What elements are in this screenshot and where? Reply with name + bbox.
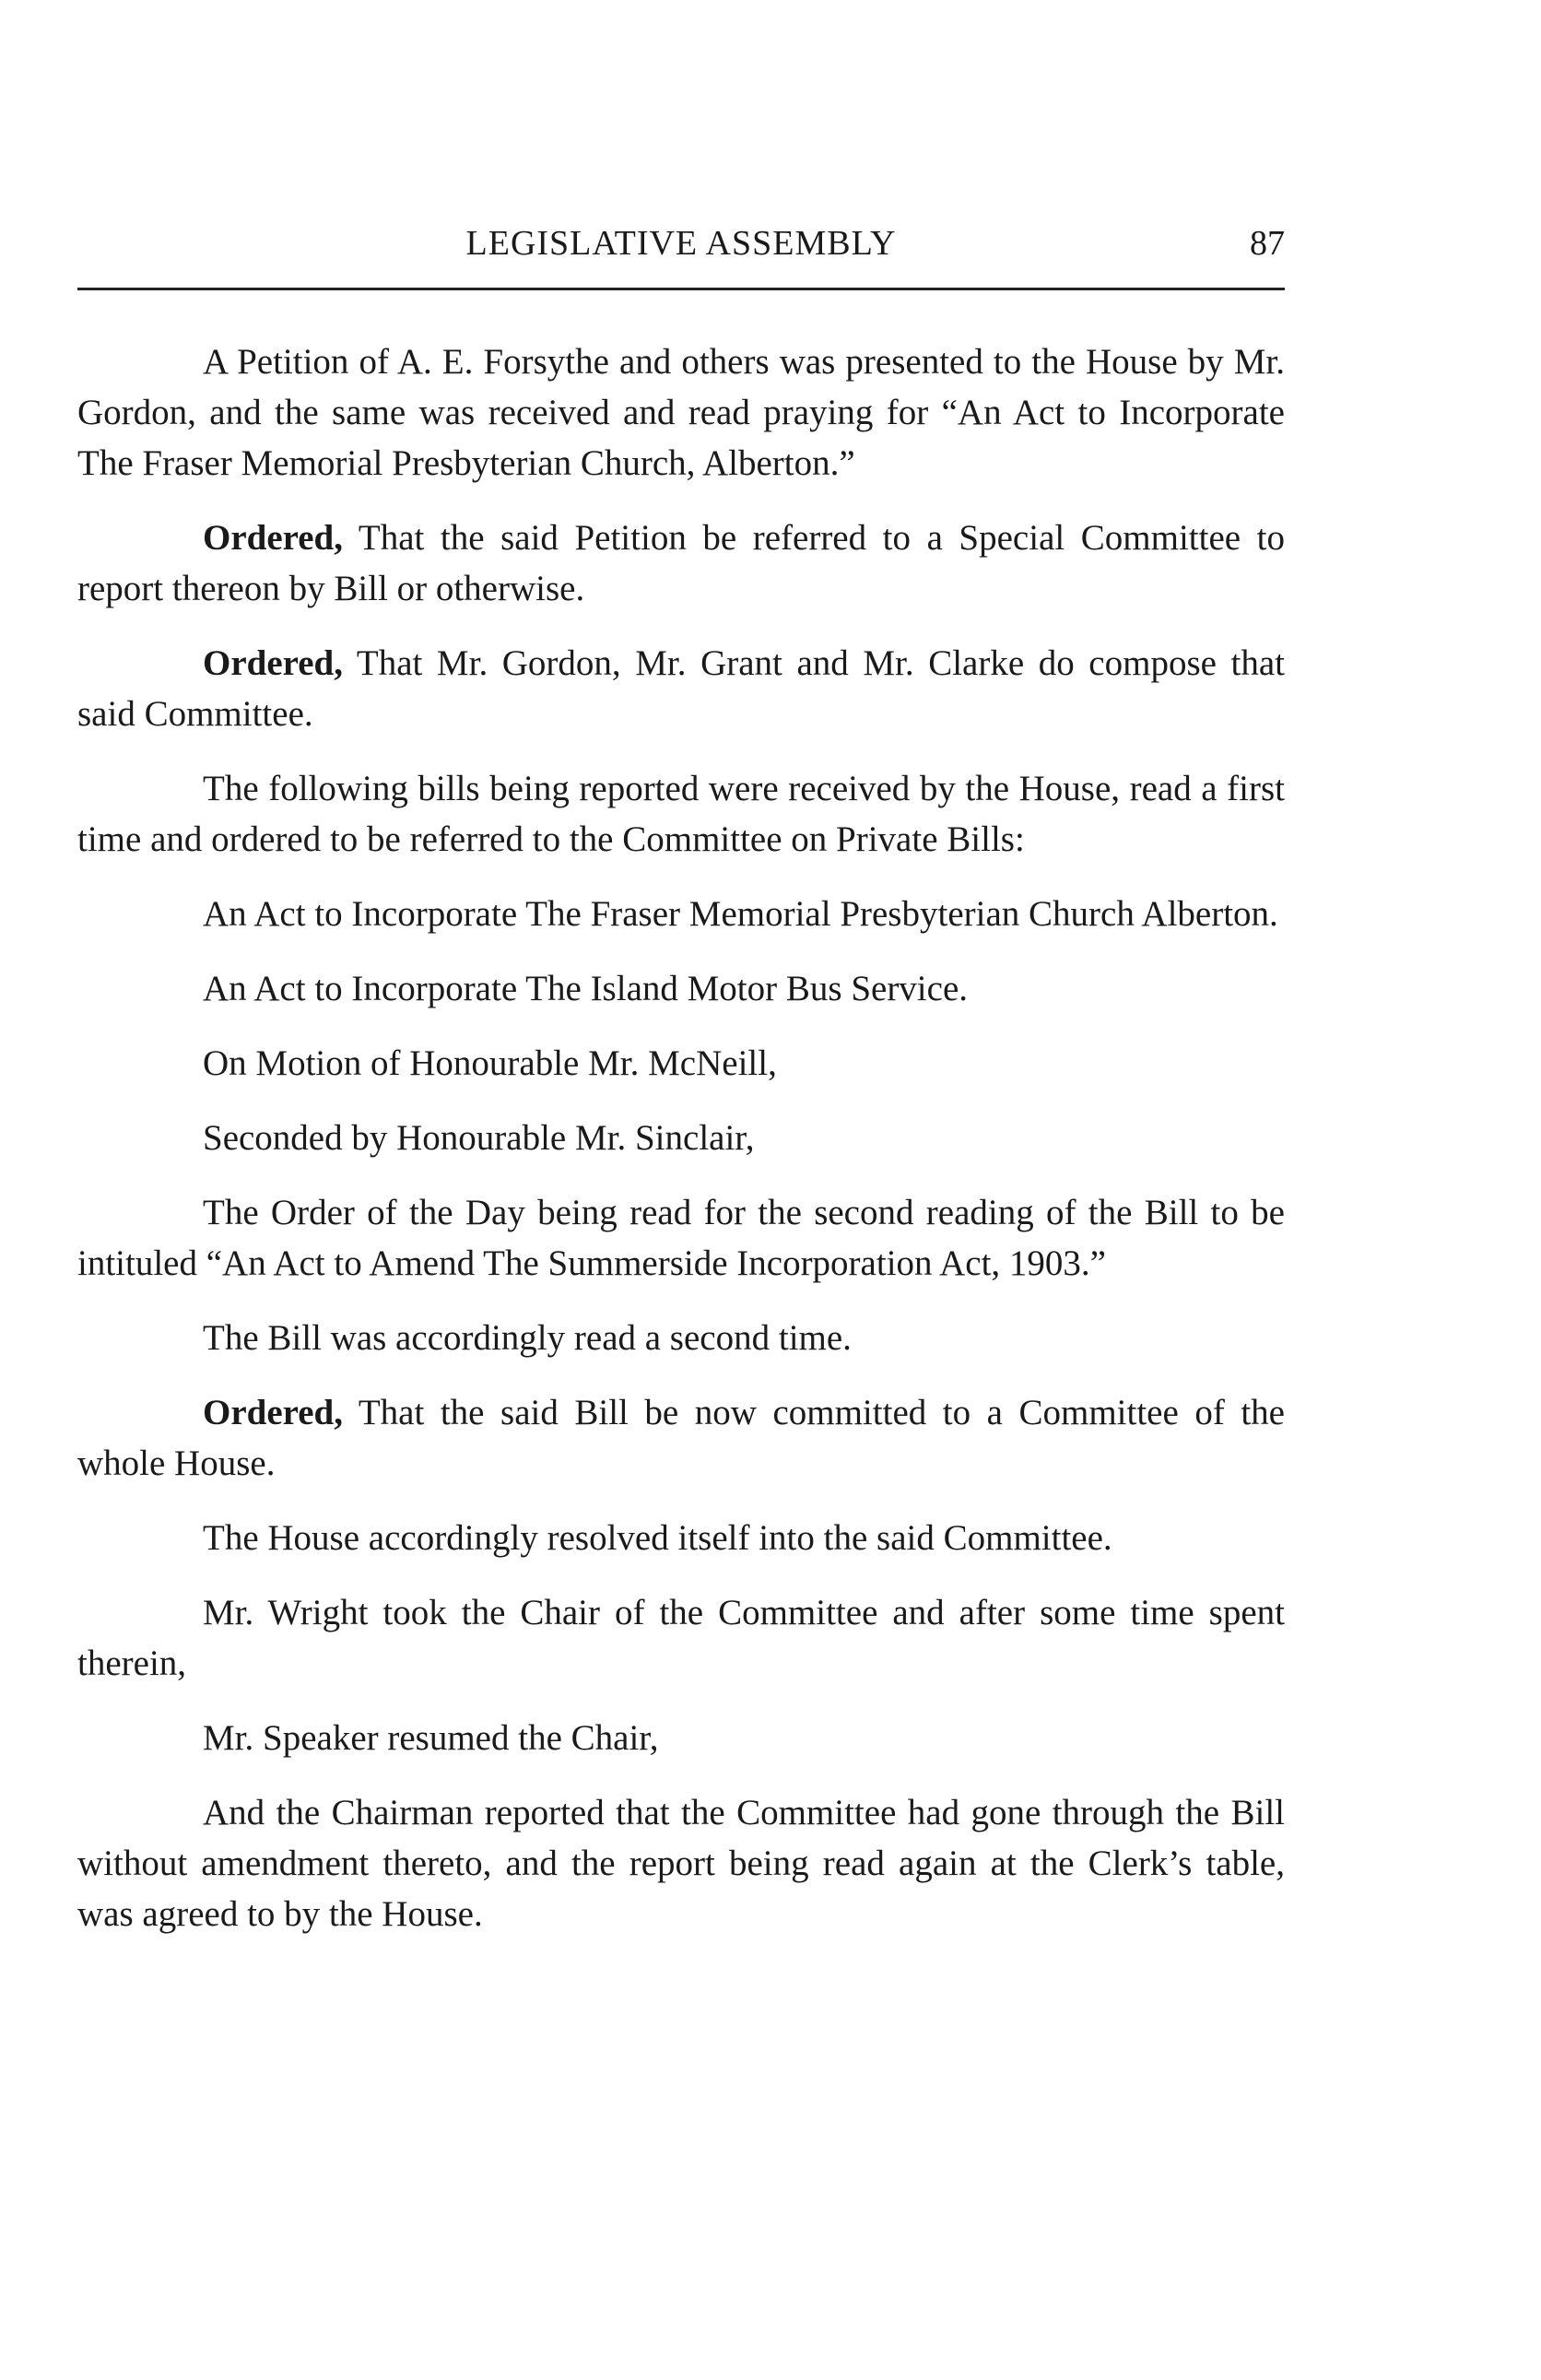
page-number: 87: [1250, 224, 1285, 263]
order-of-day-paragraph: [77, 1187, 1285, 1289]
running-header: [77, 218, 1285, 273]
paragraph-text: Seconded by Honourable Mr. Sinclair,: [203, 1118, 755, 1158]
paragraph-text: Mr. Speaker resumed the Chair,: [203, 1718, 659, 1758]
second-reading-paragraph: [77, 1313, 1285, 1363]
paragraph-text: That the said Petition be referred to a Special Committee to report thereon by Bill or otherwise.: [77, 518, 1285, 608]
order-committee-paragraph: [77, 638, 1285, 739]
paragraph-text: Mr. Wright took the Chair of the Committee and after some time spent therein,: [77, 1593, 1285, 1683]
paragraph-lead: Ordered,: [203, 1393, 344, 1432]
seconded-paragraph: [77, 1113, 1285, 1163]
paragraph-text: The following bills being reported were received by the House, read a first time and ordered to be referred to the Committee on Private Bills:: [77, 769, 1285, 859]
order-commit-paragraph: [77, 1387, 1285, 1489]
chair-paragraph: [77, 1587, 1285, 1689]
paragraph-text: The Bill was accordingly read a second time.: [203, 1318, 852, 1358]
petition-paragraph: [77, 336, 1285, 489]
journal-body: [77, 336, 1285, 1963]
paragraph-text: That the said Bill be now committed to a Committee of the whole House.: [77, 1393, 1285, 1483]
paragraph-text: And the Chairman reported that the Committee had gone through the Bill without amendment thereto, and the report being read again at the Clerk’s table, was agreed to by the House.: [77, 1793, 1285, 1934]
bill-title-paragraph: [77, 963, 1285, 1014]
paragraph-text: A Petition of A. E. Forsythe and others was presented to the House by Mr. Gordon, and the same was received and read praying for “An Act to Incorporate The Fraser Memorial Presbyterian Church, Alberton.”: [77, 342, 1285, 483]
resolved-paragraph: [77, 1513, 1285, 1563]
motion-paragraph: [77, 1038, 1285, 1089]
paragraph-text: An Act to Incorporate The Island Motor Bus Service.: [203, 969, 969, 1008]
order-refer-paragraph: [77, 513, 1285, 614]
paragraph-lead: Ordered,: [203, 643, 344, 683]
paragraph-text: That Mr. Gordon, Mr. Grant and Mr. Clarke do compose that said Committee.: [77, 643, 1285, 734]
bill-title-paragraph: [77, 889, 1285, 939]
paragraph-lead: Ordered,: [203, 518, 344, 558]
bills-reported-paragraph: [77, 763, 1285, 865]
header-rule: [77, 288, 1285, 290]
running-title: LEGISLATIVE ASSEMBLY: [465, 224, 897, 263]
paragraph-text: The Order of the Day being read for the second reading of the Bill to be intituled “An Act to Amend The Summerside Incorporation Act, 1903.”: [77, 1193, 1285, 1283]
speaker-paragraph: [77, 1713, 1285, 1763]
paragraph-text: An Act to Incorporate The Fraser Memorial Presbyterian Church Alberton.: [203, 894, 1278, 934]
paragraph-text: On Motion of Honourable Mr. McNeill,: [203, 1043, 777, 1083]
report-paragraph: [77, 1787, 1285, 1939]
paragraph-text: The House accordingly resolved itself into the said Committee.: [203, 1518, 1112, 1558]
